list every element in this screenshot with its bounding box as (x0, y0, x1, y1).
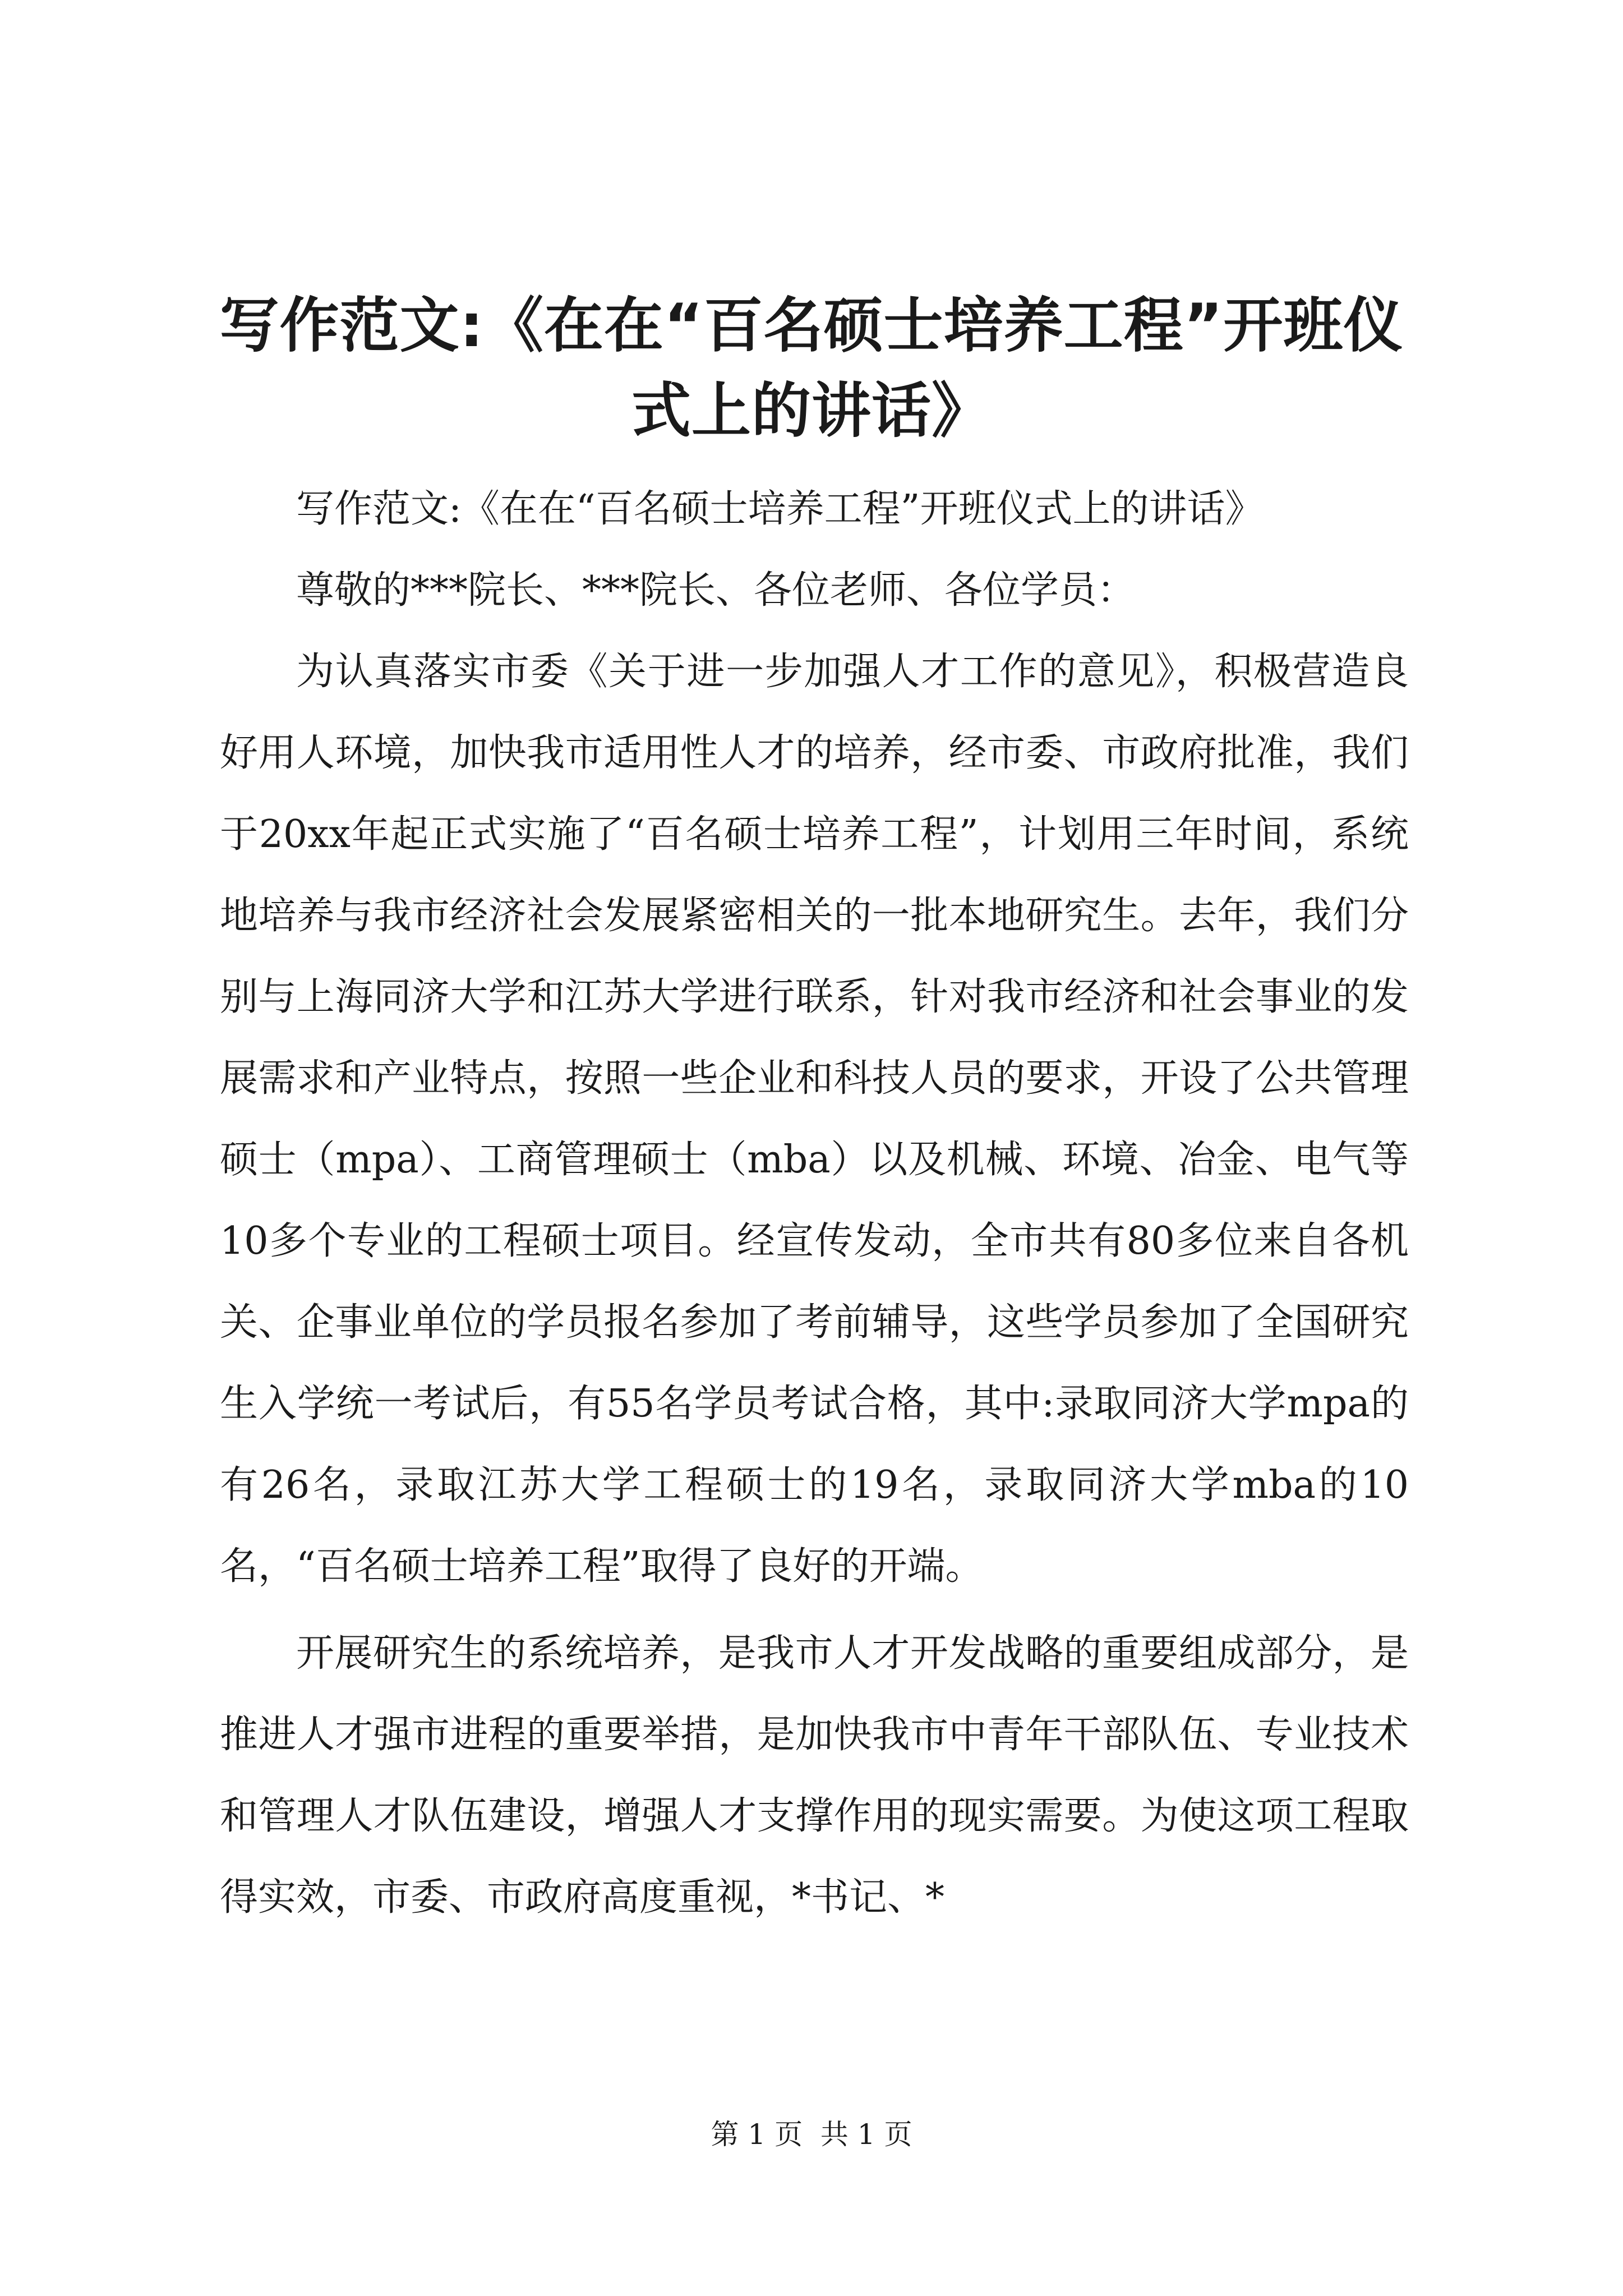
paragraph-subtitle: 写作范文:《在在“百名硕士培养工程”开班仪式上的讲话》 (296, 487, 1264, 531)
document-body (220, 468, 1409, 1938)
page-number: 第 1 页 共 1 页 (711, 2118, 912, 2151)
paragraph-salutation: 尊敬的***院长、***院长、各位老师、各位学员： (296, 568, 1136, 613)
document-title: 写作范文:《在在“百名硕士培养工程”开班仪式上的讲话》 (219, 291, 1404, 445)
page-footer (0, 2115, 1623, 2154)
paragraph-significance: 开展研究生的系统培养，是我市人才开发战略的重要组成部分，是推进人才强市进程的重要举措，是加快我市中青年干部队伍、专业技术和管理人才队伍建设，增强人才支撑作用的现实需要。为使这项工程取得实效，市委、市政府高度重视，*书记、* (220, 1631, 1409, 1920)
paragraph-background: 为认真落实市委《关于进一步加强人才工作的意见》，积极营造良好用人环境，加快我市适用性人才的培养，经市委、市政府批准，我们于20xx年起正式实施了“百名硕士培养工程”，计划用三年时间，系统地培养与我市经济社会发展紧密相关的一批本地研究生。去年，我们分别与上海同济大学和江苏大学进行联系，针对我市经济和社会事业的发展需求和产业特点，按照一些企业和科技人员的要求，开设了公共管理硕士（mpa）、工商管理硕士（mba）以及机械、环境、冶金、电气等10多个专业的工程硕士项目。经宣传发动，全市共有80多位来自各机关、企事业单位的学员报名参加了考前辅导，这些学员参加了全国研究生入学统一考试后，有55名学员考试合格，其中:录取同济大学mpa的有26名，录取江苏大学工程硕士的19名，录取同济大学mba的10名，“百名硕士培养工程”取得了良好的开端。 (220, 650, 1409, 1589)
